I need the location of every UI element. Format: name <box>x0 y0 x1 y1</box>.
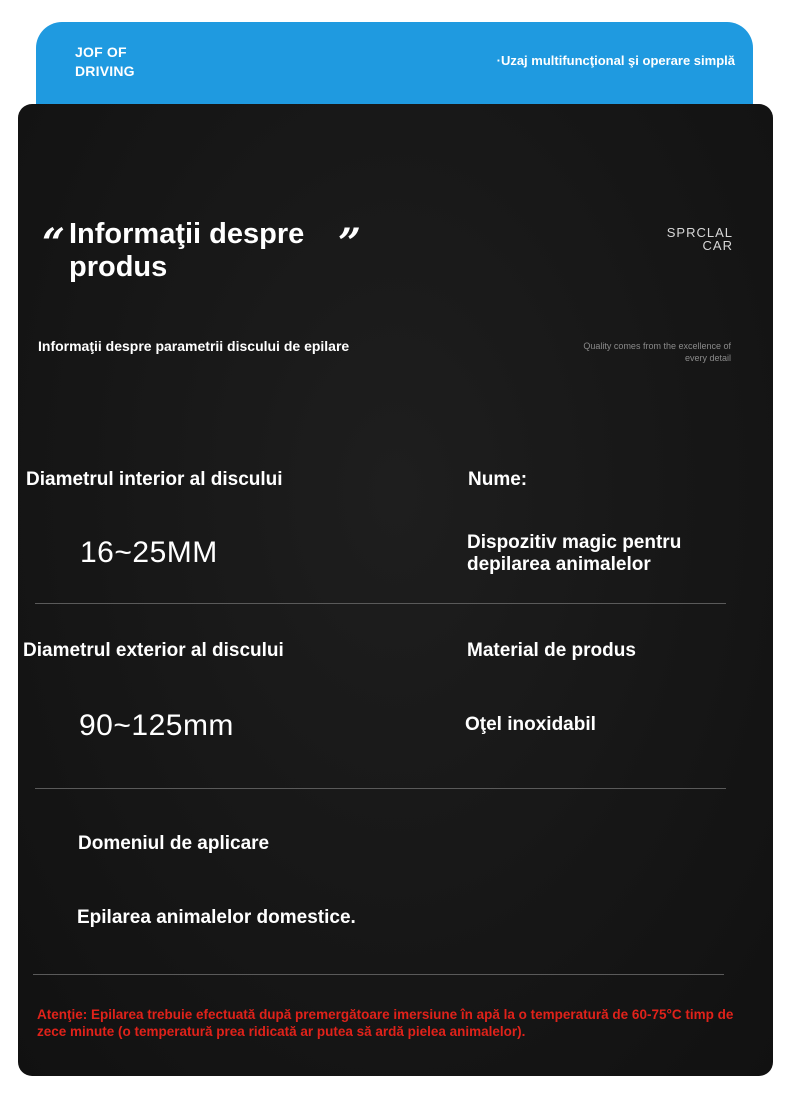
quote-close-icon: ” <box>338 220 362 267</box>
inner-diameter-value: 16~25MM <box>80 536 218 569</box>
name-value: Dispozitiv magic pentru depilarea animalelor <box>467 532 682 575</box>
inner-diameter-label: Diametrul interior al discului <box>26 469 283 490</box>
application-value: Epilarea animalelor domestice. <box>77 907 356 928</box>
brand-logo: JOF OF DRIVING <box>75 44 135 79</box>
name-label: Nume: <box>468 469 528 490</box>
header-tagline: ·Uzaj multifuncţional şi operare simplă <box>496 53 735 68</box>
brand-mark-line1: SPRCLAL <box>666 225 733 240</box>
brand-mark <box>667 226 733 252</box>
outer-diameter-value: 90~125mm <box>79 709 234 742</box>
brand-mark-line2: CAR <box>702 238 733 253</box>
divider-3 <box>33 974 724 975</box>
divider-1 <box>35 603 726 604</box>
divider-2 <box>35 788 726 789</box>
quote-open-icon: “ <box>42 220 66 267</box>
material-label: Material de produs <box>467 640 636 661</box>
application-label: Domeniul de aplicare <box>78 833 270 854</box>
outer-diameter-label: Diametrul exterior al discului <box>23 640 284 661</box>
section-title: Informaţii despre produs <box>69 218 305 283</box>
quality-slogan: Quality comes from the excellence of every detail <box>583 341 731 363</box>
warning-note: Atenţie: Epilarea trebuie efectuată după premergătoare imersiune în apă la o temperatură de 60-75°C timp de zece minute (o temperatură prea ridicată ar putea să ardă pielea animalelor). <box>37 1007 734 1039</box>
section-subtitle: Informaţii despre parametrii discului de epilare <box>38 338 350 354</box>
material-value: Oţel inoxidabil <box>465 714 596 735</box>
product-info-panel <box>18 104 773 1076</box>
